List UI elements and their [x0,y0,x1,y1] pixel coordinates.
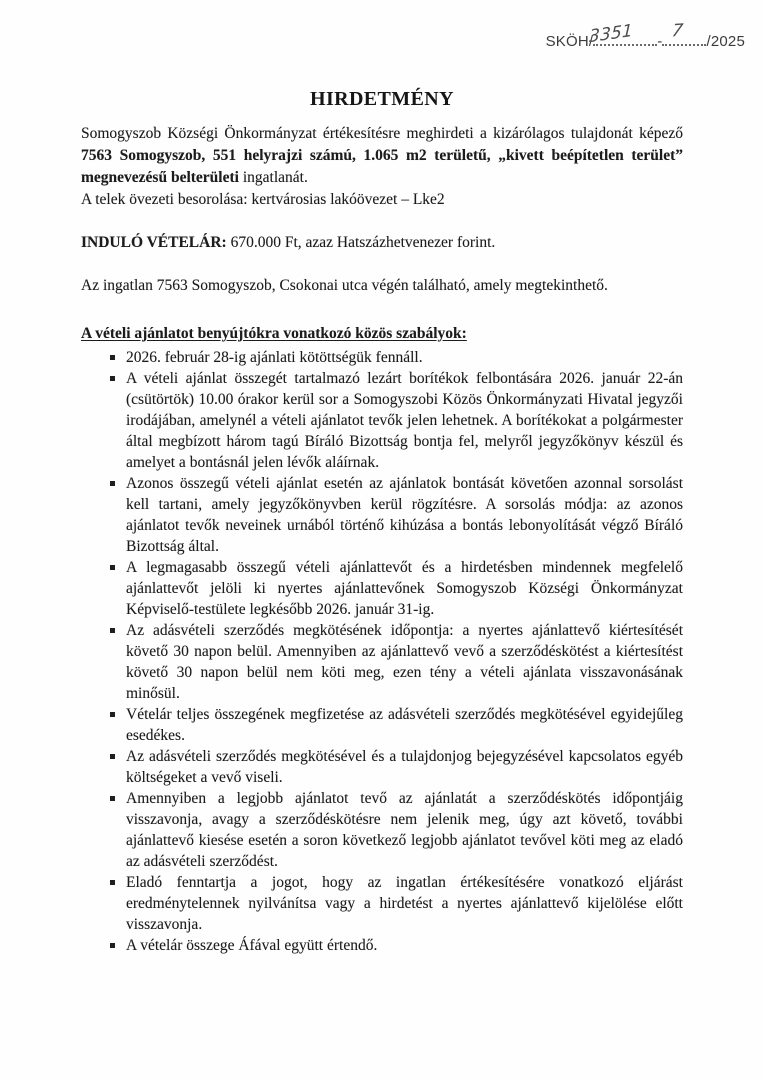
bullet-text: Az adásvételi szerződés megkötésével és a tulajdonjog bejegyzésével kapcsolatos egyéb költségeket a vevő viseli. [126,748,683,786]
property-details-bold: 7563 Somogyszob, 551 helyrajzi számú, 1.065 m2 területű, „kivett beépítetlen terület” megnevezésű belterületi [81,147,683,186]
stamp-handwritten-number: 3351 [589,20,634,48]
rule-item [110,347,683,368]
intro-paragraph [81,123,683,189]
price-label: INDULÓ VÉTELÁR: [81,234,227,251]
bullet-square-icon [110,481,115,486]
bullet-square-icon [110,628,115,633]
bullet-text: Az adásvételi szerződés megkötésének időpontja: a nyertes ajánlattevő kiértesítését követő 30 napon belül. Amennyiben az ajánlattevő vevő a szerződéskötést a kiértesítést követő 30 napon belül nem köti meg, ezen tény a vételi ajánlata visszavonásának minősül. [126,622,683,702]
bullet-text: Eladó fenntartja a jogot, hogy az ingatlan értékesítésére vonatkozó eljárást eredménytelennek nyilvánítsa vagy a hirdetést a nyertes ajánlattevő kijelölése előtt visszavonja. [126,874,683,933]
bullet-text: A vételi ajánlat összegét tartalmazó lezárt borítékok felbontására 2026. január 22-án (csütörtök) 10.00 órakor kerül sor a Somogyszobi Közös Önkormányzati Hivatal jegyzői irodájában, amelynél a vételi ajánlatot tevők jelen lehetnek. A borítékokat a polgármester által megbízott három tagú Bíráló Bizottság bontja fel, melyről jegyzőkönyv készül és amelyet a bontásnál jelen lévők aláírnak. [126,370,683,471]
rule-item [110,788,683,872]
rule-item [110,872,683,935]
stamp-separator: - [657,33,663,50]
bullet-square-icon [110,880,115,885]
page-title: HIRDETMÉNY [309,88,454,110]
bullet-square-icon [110,796,115,801]
rule-item [110,620,683,704]
bullet-square-icon [110,565,115,570]
rule-item [110,368,683,473]
intro-text-end: ingatlanát. [238,169,308,186]
zoning-line: A telek övezeti besorolása: kertvárosias lakóövezet – Lke2 [81,191,445,208]
rules-list [81,347,683,956]
bullet-text: Azonos összegű vételi ajánlat esetén az ajánlatok bontását követően azonnal sorsolást kell tartani, amely jegyzőkönyvben kerül rögzítésre. A sorsolás módja: az azonos ajánlatot tevők neveinek urnából történő kihúzása a bontás lebonyolítását végző Bíráló Bizottság által. [126,475,683,555]
bullet-text: A legmagasabb összegű vételi ajánlattevőt és a hirdetésben mindennek megfelelő ajánlattevőt jelöli ki nyertes ajánlattevőnek Somogyszob Községi Önkormányzat Képviselő-testülete legkésőbb 2026. január 31-ig. [126,559,683,618]
bullet-text: Vételár teljes összegének megfizetése az adásvételi szerződés megkötésével egyidejűleg esedékes. [126,706,683,744]
rule-item [110,935,683,956]
bullet-text: A vételár összege Áfával együtt értendő. [126,937,378,954]
location-paragraph: Az ingatlan 7563 Somogyszob, Csokonai utca végén található, amely megtekinthető. [81,277,608,294]
document-content [81,0,683,956]
price-value: 670.000 Ft, azaz Hatszázhetvenezer forint. [226,234,496,251]
intro-text-start: Somogyszob Községi Önkormányzat értékesítésre meghirdeti a kizárólagos tulajdonát képező [81,125,683,142]
stamp-prefix: SKÖH/ [545,33,594,50]
bullet-square-icon [110,376,115,381]
bullet-square-icon [110,712,115,717]
bullet-square-icon [110,943,115,948]
bullet-text: Amennyiben a legjobb ajánlatot tevő az ajánlatát a szerződéskötés időpontjáig visszavonja, avagy a szerződéskötésre nem jelenik meg, úgy azt követő, további ajánlattevő kiesése esetén a soron következő legjobb ajánlatot tevővel köti meg az eladó az adásvételi szerződést. [126,790,683,870]
stamp-handwritten-subnumber: 7 [671,20,685,42]
bullet-square-icon [110,754,115,759]
bullet-square-icon [110,355,115,360]
rule-item [110,704,683,746]
price-line [81,232,683,254]
rules-heading: A vételi ajánlatot benyújtókra vonatkozó közös szabályok: [81,325,467,342]
rule-item [110,473,683,557]
rule-item [110,746,683,788]
bullet-text: 2026. február 28-ig ajánlati kötöttségük fennáll. [126,349,423,366]
rule-item [110,557,683,620]
stamp-suffix: /2025 [706,33,745,50]
